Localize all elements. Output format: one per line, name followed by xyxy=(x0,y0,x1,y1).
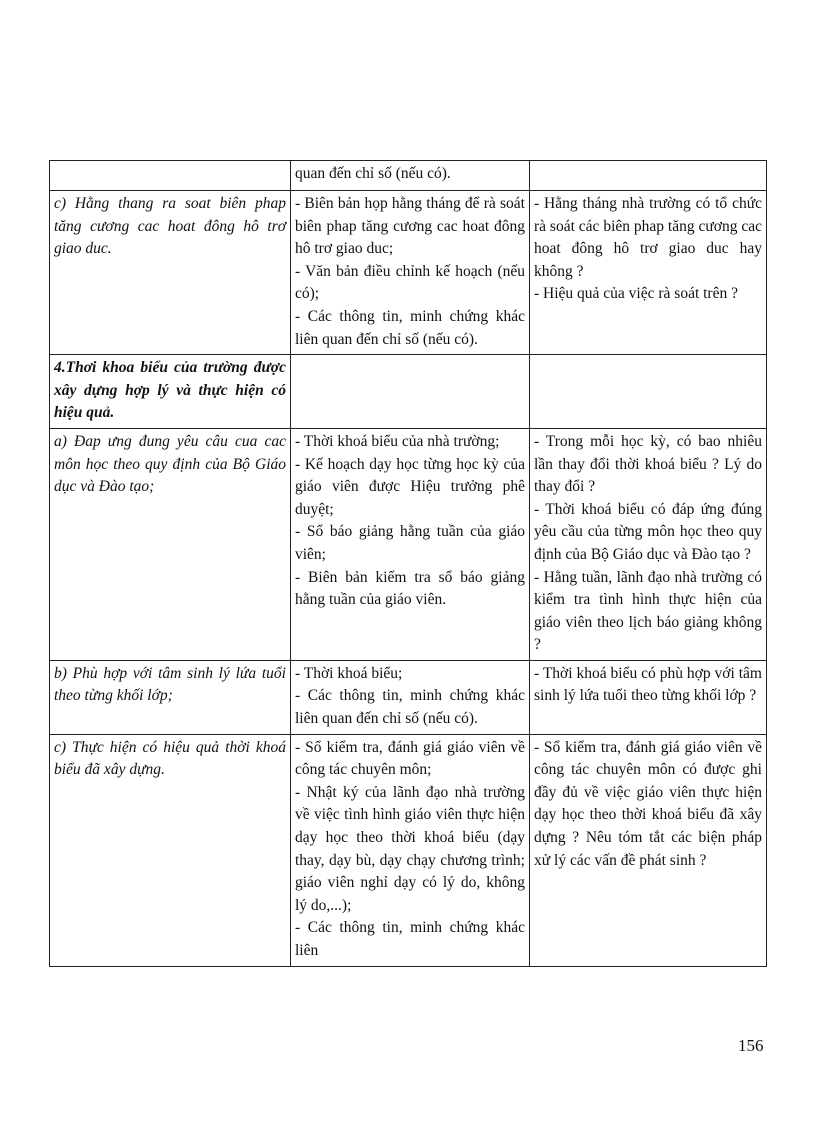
evidence-item: - Thời khoá biểu; xyxy=(295,664,403,682)
section-heading: 4.Thơi khoa biểu của trường được xây dựng hợp lý và thực hiện có hiệu quả. xyxy=(50,355,291,429)
evidence-item: - Các thông tin, minh chứng khác liên quan đến chỉ số (nếu có). xyxy=(295,307,525,348)
criterion-cell: c) Thực hiện có hiệu quả thời khoá biểu đã xây dựng. xyxy=(50,734,291,966)
evidence-cell xyxy=(291,660,530,734)
criterion-cell: a) Đap ưng đung yêu câu cua cac môn học theo quy định của Bộ Giáo dục và Đào tạo; xyxy=(50,428,291,660)
question-item: - Sổ kiểm tra, đánh giá giáo viên về công tác chuyên môn có được ghi đầy đủ về việc giáo viên thực hiện dạy học theo thời khoá biểu đã xây dựng ? Nêu tóm tắt các biện pháp xử lý các vấn đề phát sinh ? xyxy=(534,738,762,869)
question-item: - Thời khoá biểu có phù hợp với tâm sinh lý lứa tuổi theo từng khối lớp ? xyxy=(534,664,762,705)
evidence-item: - Biên bản kiểm tra sổ báo giảng hằng tuần của giáo viên. xyxy=(295,568,525,609)
evidence-cell xyxy=(291,734,530,966)
question-cell xyxy=(530,428,767,660)
criterion-cell: b) Phù hợp với tâm sinh lý lứa tuổi theo từng khối lớp; xyxy=(50,660,291,734)
evidence-item: - Sổ báo giảng hằng tuần của giáo viên; xyxy=(295,523,525,563)
evidence-item: quan đến chỉ số (nếu có). xyxy=(295,165,451,182)
question-cell xyxy=(530,734,767,966)
evidence-cell xyxy=(291,428,530,660)
evidence-cell xyxy=(291,191,530,355)
criterion-cell: c) Hằng thang ra soat biên phap tăng cương cac hoat đông hô trơ giao duc. xyxy=(50,191,291,355)
question-cell xyxy=(530,191,767,355)
table-row xyxy=(50,191,767,355)
question-item: - Hằng tháng nhà trường có tổ chức rà soát các biên phap tăng cương cac hoat đông hô trơ giao duc hay không ? xyxy=(534,195,762,280)
question-item: - Hiệu quả của việc rà soát trên ? xyxy=(534,285,738,303)
criteria-table xyxy=(49,160,767,967)
page-number: 156 xyxy=(738,1036,764,1055)
evidence-cell xyxy=(291,355,530,429)
criterion-cell xyxy=(50,161,291,191)
evidence-item: - Kế hoạch dạy học từng học kỳ của giáo viên được Hiệu trưởng phê duyệt; xyxy=(295,455,525,518)
question-item: - Trong mỗi học kỳ, có bao nhiêu lần thay đổi thời khoá biểu ? Lý do thay đổi ? xyxy=(534,432,762,496)
evidence-item: - Văn bản điều chỉnh kế hoạch (nếu có); xyxy=(295,262,525,303)
table-row xyxy=(50,734,767,966)
evidence-item: - Thời khoá biểu của nhà trường; xyxy=(295,432,500,450)
table-row xyxy=(50,428,767,660)
evidence-item: - Nhật ký của lãnh đạo nhà trường về việc tình hình giáo viên thực hiện dạy học theo thời khoá biểu (dạy thay, dạy bù, dạy chạy chương trình; giáo viên nghỉ dạy có lý do, không lý do,...); xyxy=(295,783,525,914)
table-row xyxy=(50,660,767,734)
question-cell xyxy=(530,161,767,191)
question-item: - Hằng tuần, lãnh đạo nhà trường có kiểm tra tình hình thực hiện của giáo viên theo lịch báo giảng không ? xyxy=(534,568,762,654)
evidence-item: - Biên bản họp hằng tháng để rà soát biên phap tăng cương cac hoat đông hô trơ giao duc; xyxy=(295,195,525,258)
table-row xyxy=(50,355,767,429)
table-row xyxy=(50,161,767,191)
question-cell xyxy=(530,355,767,429)
evidence-item: - Sổ kiểm tra, đánh giá giáo viên về công tác chuyên môn; xyxy=(295,738,525,779)
question-cell xyxy=(530,660,767,734)
evidence-cell xyxy=(291,161,530,191)
question-item: - Thời khoá biểu có đáp ứng đúng yêu cầu của từng môn học theo quy định của Bộ Giáo dục và Đào tạo ? xyxy=(534,500,762,563)
evidence-item: - Các thông tin, minh chứng khác liên xyxy=(295,919,525,959)
evidence-item: - Các thông tin, minh chứng khác liên quan đến chỉ số (nếu có). xyxy=(295,687,525,728)
